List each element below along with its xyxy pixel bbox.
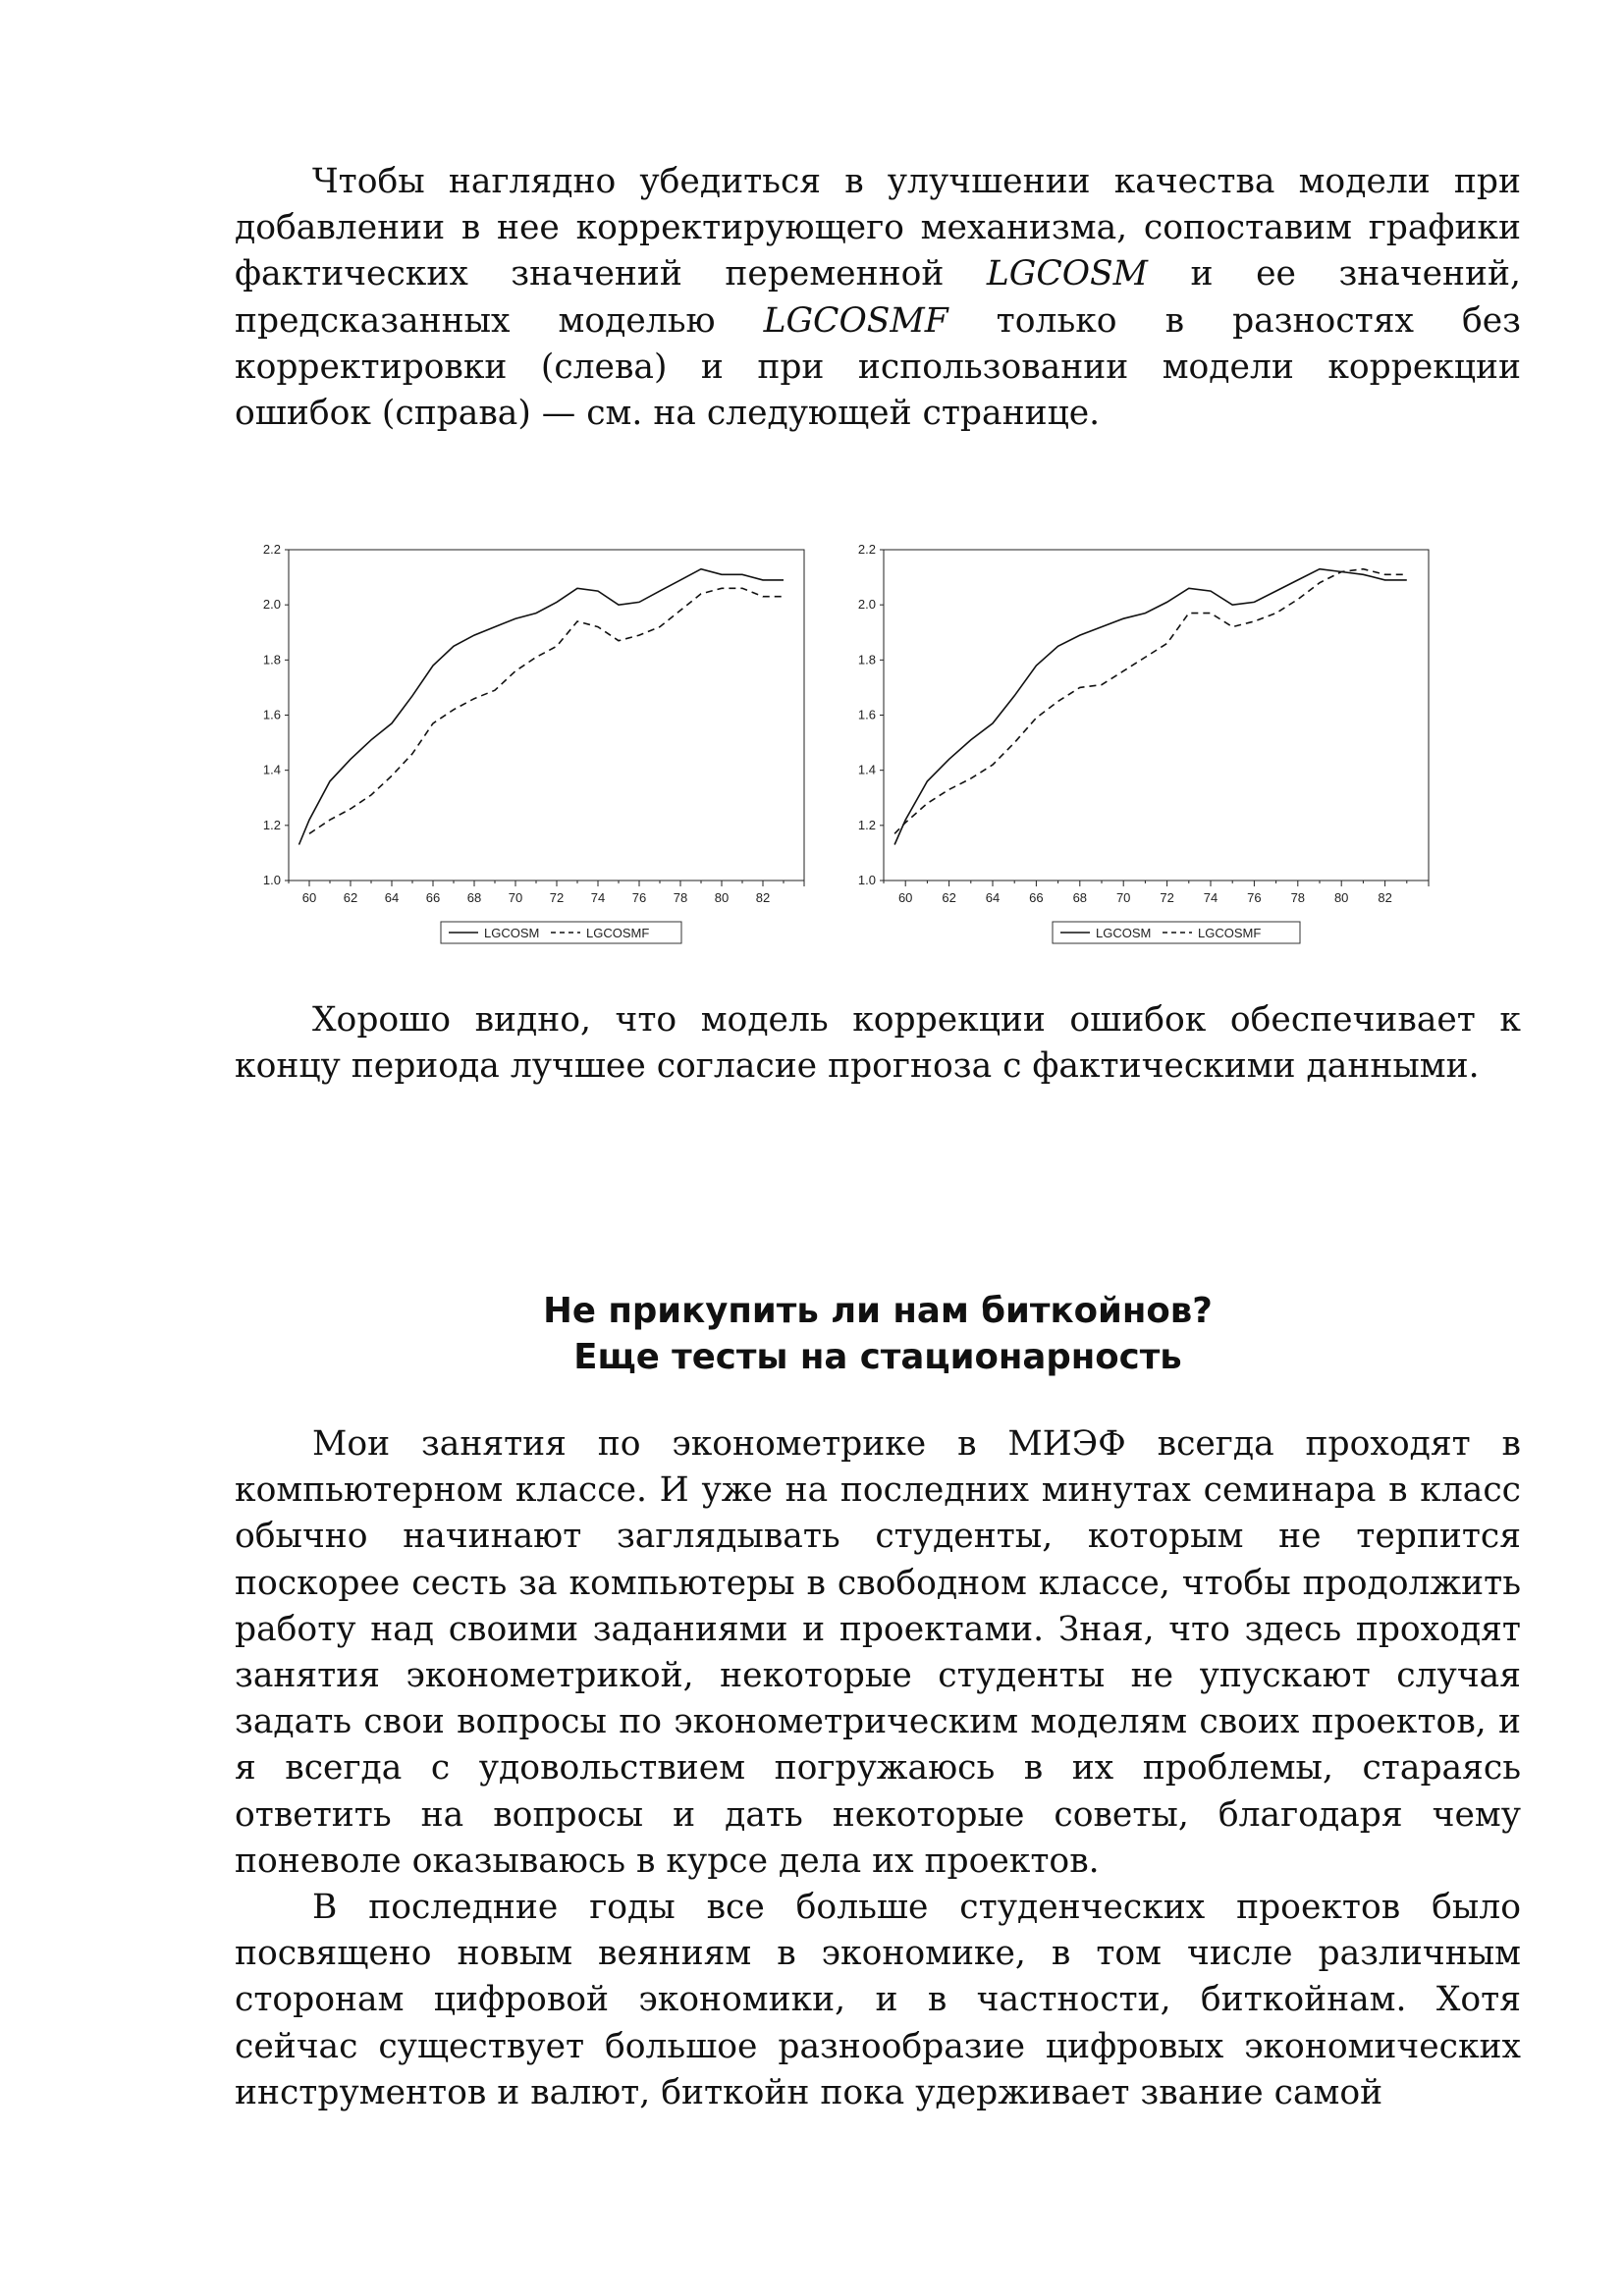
- intro-text-1: Чтобы наглядно убедиться в улучшении качества модели при добавлении в нее корректирующего механизма, сопоставим графики фактических значений переменной: [235, 162, 1521, 294]
- section-paragraph-1: Мои занятия по эконометрике в МИЭФ всегда проходят в компьютерном классе. И уже на последних минутах семинара в класс обычно начинают заглядывать студенты, которым не терпится поскорее сесть за компьютеры в свободном классе, чтобы продолжить работу над своими заданиями и проектами. Зная, что здесь проходят занятия эконометрикой, некоторые студенты не упускают случая задать свои вопросы по эконометрическим моделям своих проектов, и я всегда с удовольствием погружаюсь в их проблемы, стараясь ответить на вопросы и дать некоторые советы, благодаря чему поневоле оказываюсь в курсе дела их проектов.: [235, 1424, 1521, 1881]
- x-tick-label: 70: [1115, 890, 1131, 905]
- intro-text-3: только в разностях без корректировки (слева) и при использовании модели коррекции ошибок (справа) — см. на следующей странице.: [235, 300, 1521, 434]
- plot-frame: [884, 550, 1429, 881]
- conclusion-block: [235, 997, 1521, 1090]
- x-tick-label: 60: [301, 890, 317, 905]
- y-tick-label: 2.2: [262, 542, 281, 557]
- x-tick-label: 76: [1247, 890, 1262, 905]
- x-tick-label: 78: [1290, 890, 1306, 905]
- chart-left: [235, 530, 824, 962]
- chart-right: [832, 530, 1440, 962]
- x-tick-label: 74: [1203, 890, 1218, 905]
- x-tick-label: 68: [1072, 890, 1088, 905]
- legend-label-lgcosm: LGCOSM: [484, 926, 540, 940]
- x-tick-label: 80: [1333, 890, 1349, 905]
- x-tick-label: 80: [714, 890, 730, 905]
- x-tick-label: 68: [466, 890, 482, 905]
- y-tick-label: 1.8: [262, 652, 281, 667]
- y-tick-label: 1.0: [857, 873, 876, 887]
- section-body: [235, 1421, 1521, 2116]
- x-tick-label: 82: [1378, 890, 1392, 905]
- conclusion-paragraph: Хорошо видно, что модель коррекции ошибок обеспечивает к концу периода лучшее согласие прогноза с фактическими данными.: [235, 1000, 1521, 1087]
- x-tick-label: 74: [590, 890, 606, 905]
- y-tick-label: 2.2: [857, 542, 876, 557]
- section-paragraph-2: В последние годы все больше студенческих проектов было посвящено новым веяниям в экономике, в том числе различным сторонам цифровой экономики, и в частности, биткойнам. Хотя сейчас существует большое разнообразие цифровых экономических инструментов и валют, биткойн пока удерживает звание самой: [235, 1888, 1521, 2112]
- legend-label-lgcosmf: LGCOSMF: [1198, 926, 1262, 940]
- y-tick-label: 2.0: [857, 597, 876, 613]
- variable-lgcosmf: LGCOSMF: [763, 300, 948, 341]
- section-title: [235, 1288, 1521, 1380]
- intro-text-2: и ее значений, предсказанных моделью: [235, 254, 1521, 341]
- y-tick-label: 1.2: [262, 817, 281, 832]
- x-tick-label: 64: [985, 890, 1001, 905]
- y-tick-label: 2.0: [262, 597, 281, 613]
- intro-paragraph: [235, 159, 1521, 437]
- y-tick-label: 1.4: [857, 762, 876, 777]
- x-tick-label: 78: [673, 890, 688, 905]
- x-tick-label: 62: [942, 890, 956, 905]
- x-tick-label: 62: [343, 890, 358, 905]
- section-title-line1: Не прикупить ли нам биткойнов?: [543, 1291, 1213, 1331]
- legend-label-lgcosmf: LGCOSMF: [586, 926, 650, 940]
- section-title-line2: Еще тесты на стационарность: [573, 1337, 1182, 1377]
- legend-label-lgcosm: LGCOSM: [1096, 926, 1152, 940]
- x-tick-label: 82: [755, 890, 771, 905]
- x-tick-label: 66: [425, 890, 441, 905]
- series-line-lgcosmf: [894, 569, 1407, 834]
- x-tick-label: 70: [508, 890, 523, 905]
- series-line-lgcosmf: [309, 588, 784, 833]
- x-tick-label: 72: [549, 890, 565, 905]
- intro-paragraph-block: [235, 159, 1521, 437]
- charts-figure: [235, 530, 1433, 962]
- x-tick-label: 76: [631, 890, 647, 905]
- series-line-lgcosm: [894, 569, 1407, 845]
- x-tick-label: 64: [384, 890, 400, 905]
- y-tick-label: 1.0: [262, 873, 281, 887]
- series-line-lgcosm: [299, 569, 785, 845]
- y-tick-label: 1.6: [857, 707, 876, 722]
- x-tick-label: 72: [1160, 890, 1174, 905]
- y-tick-label: 1.8: [857, 652, 876, 667]
- x-tick-label: 60: [897, 890, 913, 905]
- plot-frame: [289, 550, 804, 881]
- x-tick-label: 66: [1029, 890, 1044, 905]
- y-tick-label: 1.4: [262, 762, 281, 777]
- y-tick-label: 1.6: [262, 707, 281, 722]
- variable-lgcosm: LGCOSM: [986, 254, 1149, 294]
- y-tick-label: 1.2: [857, 817, 876, 832]
